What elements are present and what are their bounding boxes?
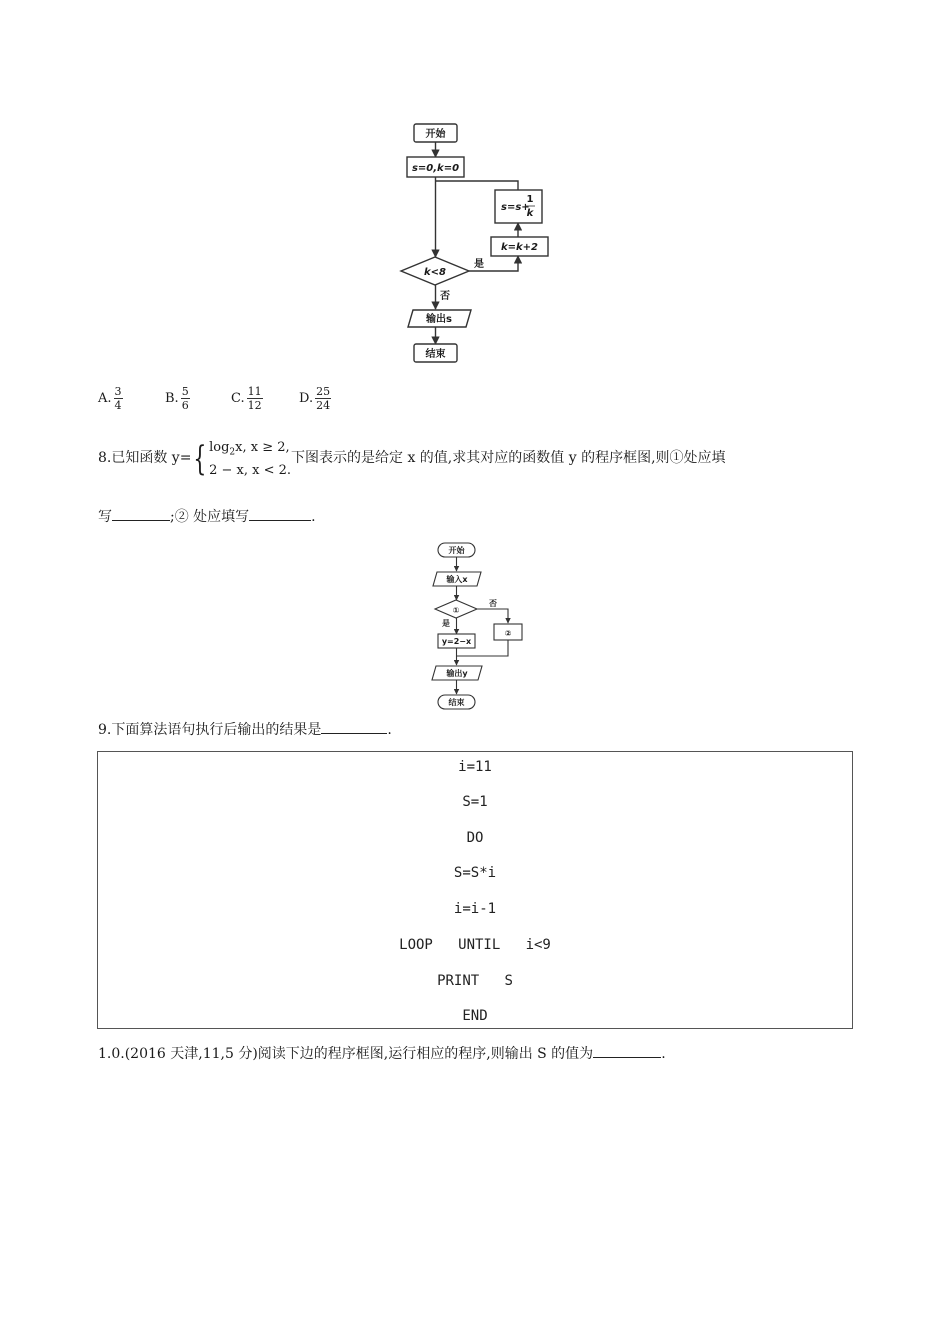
question-9: 9.下面算法语句执行后输出的结果是 . [98,719,392,740]
fc1-step-k-label: k=k+2 [500,242,539,253]
code-line: END [462,1008,488,1024]
flowchart-1 [395,120,575,370]
fc2-decision-label: ① [452,606,460,615]
fc2-box2-label: ② [504,629,512,638]
fc1-no-label: 否 [440,291,450,302]
fc2-output-label: 输出y [446,669,468,678]
code-line: PRINT S [437,973,513,989]
code-line: LOOP UNTIL i<9 [399,937,551,953]
option-a[interactable]: A. $\frac{3}{4}$ [98,385,122,412]
question-8-line-1 [98,439,858,479]
fc2-start-label: 开始 [448,546,465,555]
q8-prefix: 8.已知函数 y= [98,450,192,467]
code-line: i=i-1 [453,901,497,917]
fc2-input-label: 输入x [446,575,468,584]
question-10: 1.0.(2016 天津,11,5 分)阅读下边的程序框图,运行相应的程序,则输出 S 的值为 . [98,1043,666,1064]
q8-blank-1[interactable] [112,506,170,521]
fc1-end-label: 结束 [425,349,446,360]
q10-blank[interactable] [593,1043,661,1058]
piecewise-cases: $\log_2x$, x ≥ 2, 2 − x, x < 2. [209,440,292,478]
option-b[interactable]: B. $\frac{5}{6}$ [165,385,189,412]
q8-suffix: 下图表示的是给定 x 的值,求其对应的函数值 y 的程序框图,则①处应填 [291,450,726,467]
fc1-update-s-den: k [526,208,534,219]
q7-options [98,385,398,417]
code-line: S=1 [462,794,488,810]
fc1-yes-label: 是 [474,259,484,270]
fc1-update-s-num: 1 [526,194,534,205]
fc1-output-label: 输出s [426,314,452,325]
fc1-decision-label: k<8 [424,267,446,278]
code-line: DO [466,830,484,846]
q8-blank-2[interactable] [249,506,311,521]
fc1-start-label: 开始 [425,129,446,140]
piecewise-brace: { [193,438,207,479]
code-box [97,751,853,1029]
option-d[interactable]: D. $\frac{25}{24}$ [299,385,331,412]
flowchart-2 [425,538,535,713]
question-8-line-2: 写 ;② 处应填写 . [98,506,316,527]
fc2-end-label: 结束 [448,698,465,707]
fc2-no-label: 否 [489,599,497,608]
fc2-yes-label: 是 [442,619,450,628]
fc1-update-s-prefix: s=s+ [501,202,530,213]
code-line: i=11 [458,759,492,775]
code-line: S=S*i [453,865,497,881]
fc1-init-label: s=0,k=0 [411,163,460,174]
option-c[interactable]: C. $\frac{11}{12}$ [231,385,262,412]
fc2-assign-label: y=2−x [441,637,472,646]
q9-blank[interactable] [321,719,387,734]
